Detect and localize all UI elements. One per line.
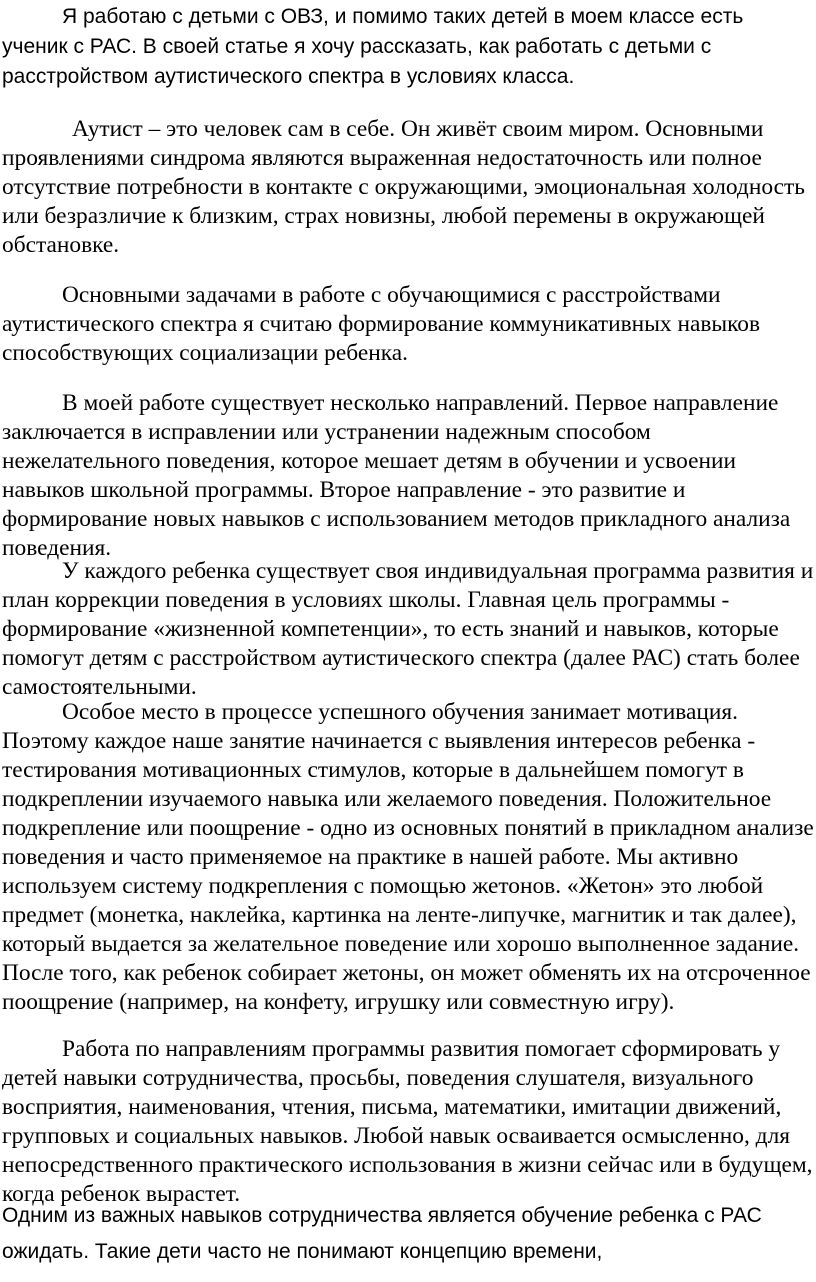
paragraph-waiting-skill: Одним из важных навыков сотрудничества является обучение ребенка с РАС ожидать. Такие дети часто не понимают концепцию времени,: [2, 1204, 762, 1263]
paragraph-autism-definition: Аутист – это человек сам в себе. Он живёт своим миром. Основными проявлениями синдрома являются выраженная недостаточность или полное отсутствие потребности в контакте с окружающими, эмоциональная холодность или безразличие к близким, страх новизны, любой перемены в окружающей обстановке.: [2, 116, 805, 258]
paragraph-individual-program: У каждого ребенка существует своя индивидуальная программа развития и план коррекции поведения в условиях школы. Главная цель программы - формирование «жизненной компетенции», то есть знаний и навыков, которые помогут детям с расстройством аутистического спектра (далее РАС) стать более самостоятельными.: [2, 558, 814, 700]
paragraph-intro: Я работаю с детьми с ОВЗ, и помимо таких детей в моем классе есть ученик с РАС. В своей статье я хочу рассказать, как работать с детьми с расстройством аутистического спектра в условиях класса.: [2, 5, 744, 88]
paragraph-work-directions: В моей работе существует несколько направлений. Первое направление заключается в исправлении или устранении надежным способом нежелательного поведения, которое мешает детям в обучении и усвоении навыков школьной программы. Второе направление - это развитие и формирование новых навыков с использованием методов прикладного анализа поведения.: [2, 390, 791, 561]
paragraph-main-tasks: Основными задачами в работе с обучающимися с расстройствами аутистического спектра я считаю формирование коммуникативных навыков способствующих социализации ребенка.: [2, 282, 761, 366]
paragraph-development-program: Работа по направлениям программы развития помогает сформировать у детей навыки сотрудничества, просьбы, поведения слушателя, визуального восприятия, наименования, чтения, письма, математики, имитации движений, групповых и социальных навыков. Любой навык осваивается осмысленно, для непосредственного практического использования в жизни сейчас или в будущем, когда ребенок вырастет.: [2, 1036, 813, 1207]
paragraph-motivation: Особое место в процессе успешного обучения занимает мотивация. Поэтому каждое наше занятие начинается с выявления интересов ребенка - тестирования мотивационных стимулов, которые в дальнейшем помогут в подкреплении изучаемого навыка или желаемого поведения. Положительное подкрепление или поощрение - одно из основных понятий в прикладном анализе поведения и часто применяемое на практике в нашей работе. Мы активно используем систему подкрепления с помощью жетонов. «Жетон» это любой предмет (монетка, наклейка, картинка на ленте-липучке, магнитик и так далее), который выдается за желательное поведение или хорошо выполненное задание. После того, как ребенок собирает жетоны, он может обменять их на отсроченное поощрение (например, на конфету, игрушку или совместную игру).: [2, 699, 814, 1015]
